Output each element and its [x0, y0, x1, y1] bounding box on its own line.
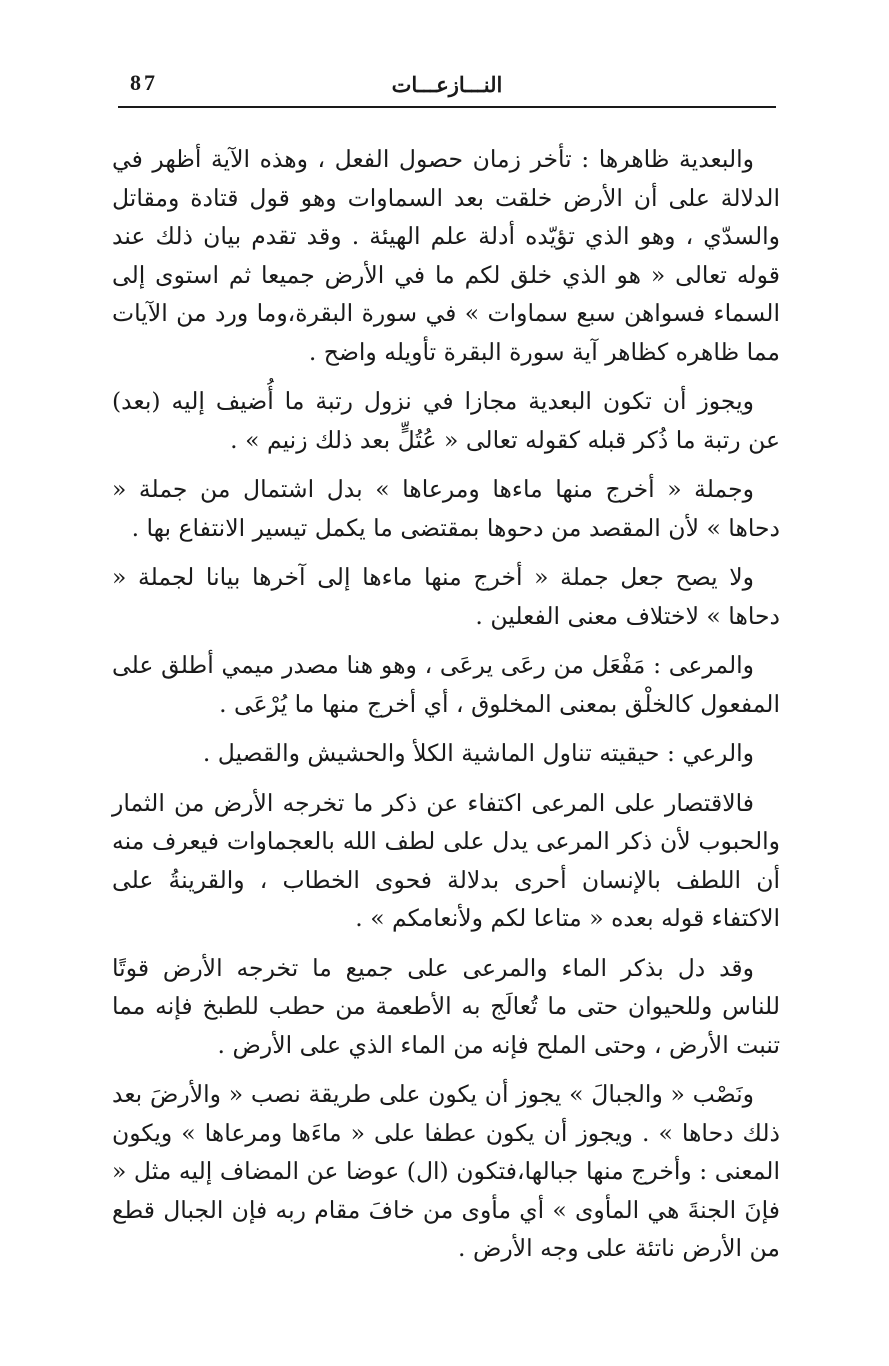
running-title: النـــازعـــات — [391, 72, 503, 97]
page-header — [118, 60, 776, 108]
paragraph-5: والمرعى : مَفْعَل من رعَى يرعَى ، وهو هنا مصدر ميمي أطلق على المفعول كالخلْق بمعنى المخلوق ، أي أخرج منها ما يُرْعَى . — [112, 651, 780, 718]
paragraph-2: ويجوز أن تكون البعدية مجازا في نزول رتبة ما أُضيف إليه (بعد) عن رتبة ما ذُكر قبله كقوله تعالى « عُتُلٍّ بعد ذلك زنيم » . — [112, 387, 780, 454]
paragraph-7: فالاقتصار على المرعى اكتفاء عن ذكر ما تخرجه الأرض من الثمار والحبوب لأن ذكر المرعى يدل على لطف الله بالعجماوات فيعرف منه أن اللطف بالإنسان أحرى بدلالة فحوى الخطاب ، والقرينةُ على الاكتفاء قوله بعده « متاعا لكم ولأنعامكم » . — [112, 788, 780, 932]
header-rule — [118, 106, 776, 108]
page-number: 87 — [130, 70, 158, 95]
paragraph-4: ولا يصح جعل جملة « أخرج منها ماءها إلى آخرها بيانا لجملة « دحاها » لاختلاف معنى الفعلين . — [112, 563, 780, 630]
page-body — [112, 140, 780, 1279]
paragraph-1: والبعدية ظاهرها : تأخر زمان حصول الفعل ، وهذه الآية أظهر في الدلالة على أن الأرض خلقت بعد السماوات وهو قول قتادة ومقاتل والسدّي ، وهو الذي تؤيّده أدلة علم الهيئة . وقد تقدم بيان ذلك عند قوله تعالى « هو الذي خلق لكم ما في الأرض جميعا ثم استوى إلى السماء فسواهن سبع سماوات » في سورة البقرة،وما ورد من الآيات مما ظاهره كظاهر آية سورة البقرة تأويله واضح . — [112, 145, 780, 366]
paragraph-3: وجملة « أخرج منها ماءها ومرعاها » بدل اشتمال من جملة « دحاها » لأن المقصد من دحوها بمقتضى ما يكمل تيسير الانتفاع بها . — [112, 475, 780, 542]
paragraph-6: والرعي : حيقيته تناول الماشية الكلأ والحشيش والقصيل . — [202, 739, 754, 767]
paragraph-9: ونَصْب « والجبالَ » يجوز أن يكون على طريقة نصب « والأرضَ بعد ذلك دحاها » . ويجوز أن يكون عطفا على « ماءَها ومرعاها » ويكون المعنى : وأخرج منها جبالها،فتكون (ال) عوضا عن المضاف إليه مثل « فإنَ الجنةَ هي المأوى » أي مأوى من خافَ مقام ربه فإن الجبال قطع من الأرض ناتئة على وجه الأرض . — [112, 1080, 780, 1262]
paragraph-8: وقد دل بذكر الماء والمرعى على جميع ما تخرجه الأرض قوتًا للناس وللحيوان حتى ما تُعالَج به الأطعمة من حطب للطبخ فإنه مما تنبت الأرض ، وحتى الملح فإنه من الماء الذي على الأرض . — [112, 953, 780, 1059]
